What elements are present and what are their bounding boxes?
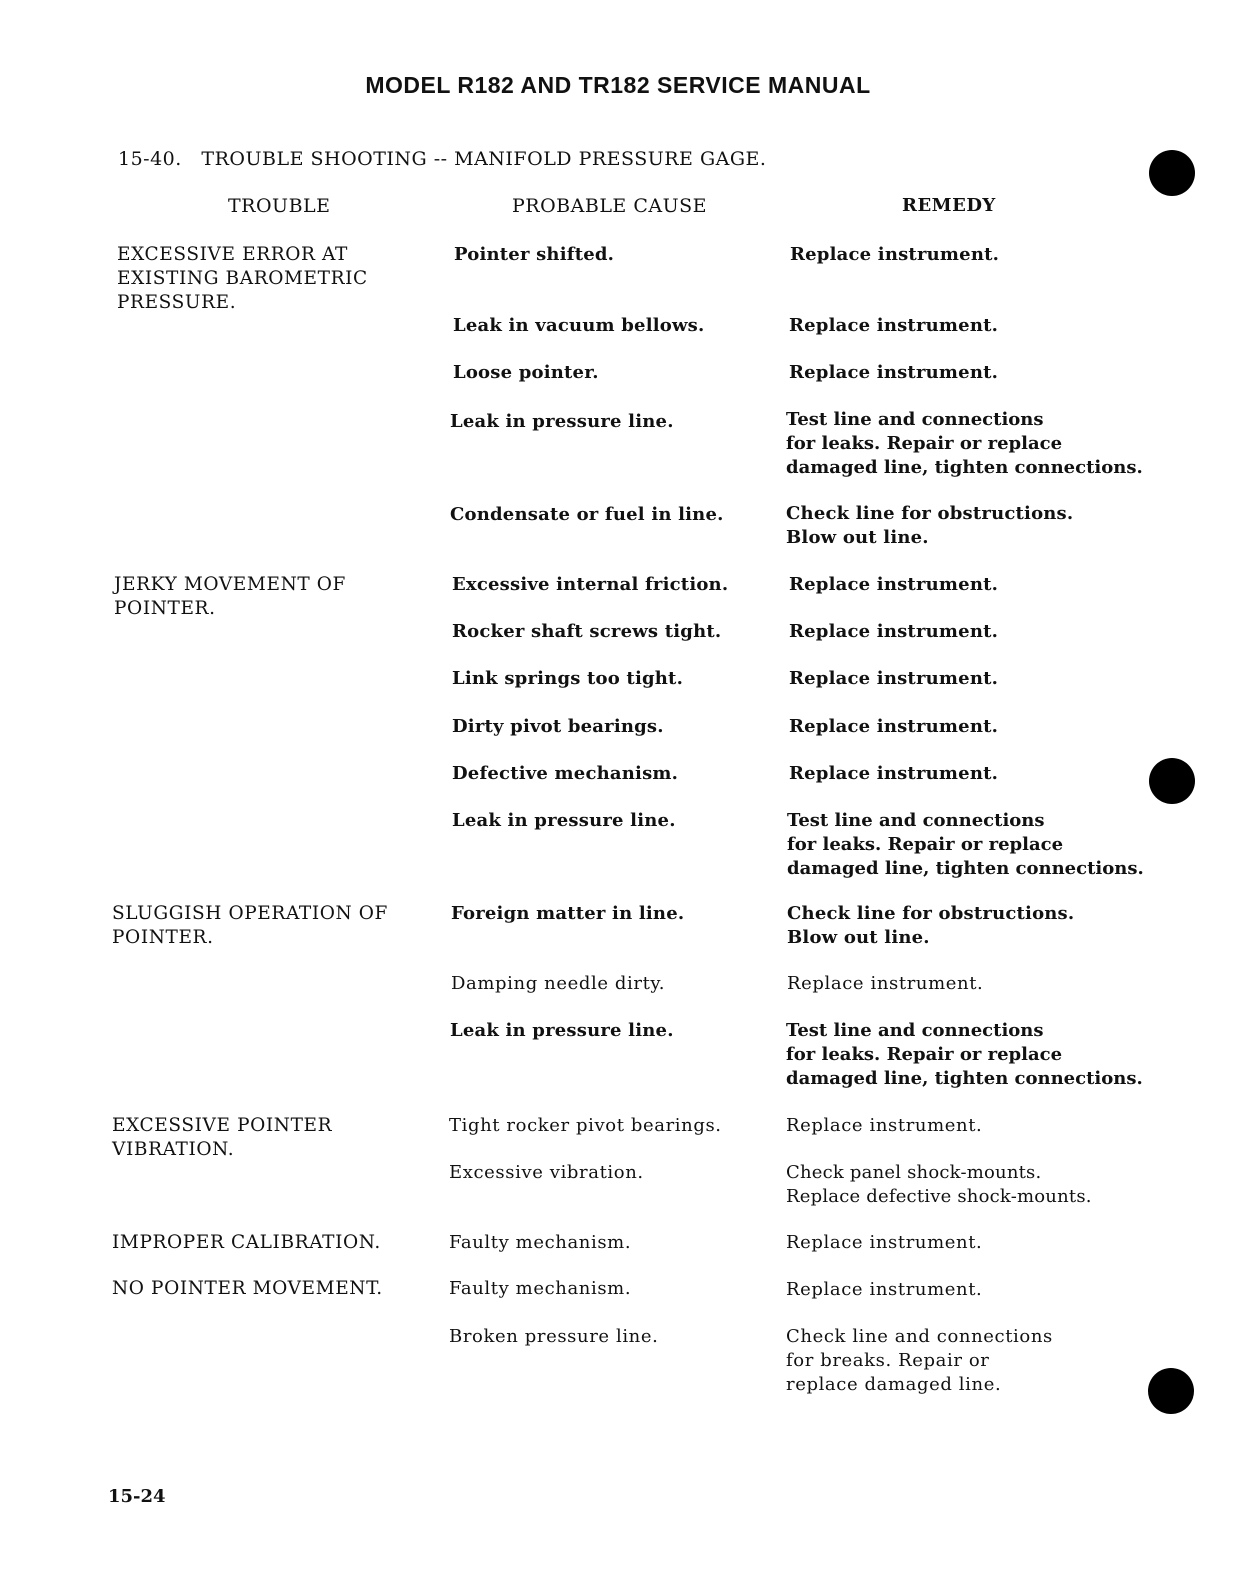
cause-entry: Dirty pivot bearings.: [452, 716, 664, 737]
remedy-entry: Replace instrument.: [786, 1232, 983, 1253]
cause-entry: Faulty mechanism.: [449, 1232, 632, 1253]
remedy-entry: Check line for obstructions. Blow out line.: [786, 503, 1074, 548]
page-number: 15-24: [108, 1486, 166, 1507]
trouble-entry: EXCESSIVE POINTER VIBRATION.: [112, 1115, 333, 1160]
remedy-entry: Replace instrument.: [787, 973, 984, 994]
remedy-entry: Replace instrument.: [789, 315, 999, 336]
remedy-entry: Replace instrument.: [789, 763, 999, 784]
revision-marker-dot: [1149, 150, 1195, 196]
cause-entry: Leak in pressure line.: [450, 411, 674, 432]
cause-entry: Rocker shaft screws tight.: [452, 621, 722, 642]
cause-entry: Excessive internal friction.: [452, 574, 729, 595]
cause-entry: Foreign matter in line.: [451, 903, 685, 924]
cause-entry: Damping needle dirty.: [451, 973, 666, 994]
section-heading: 15-40. TROUBLE SHOOTING -- MANIFOLD PRESSURE GAGE.: [118, 148, 767, 170]
column-header-remedy: REMEDY: [902, 195, 996, 216]
trouble-entry: JERKY MOVEMENT OF POINTER.: [114, 574, 346, 619]
cause-entry: Tight rocker pivot bearings.: [449, 1115, 722, 1136]
cause-entry: Condensate or fuel in line.: [450, 504, 724, 525]
revision-marker-dot: [1148, 1368, 1194, 1414]
remedy-entry: Test line and connections for leaks. Repair or replace damaged line, tighten connections.: [786, 1020, 1143, 1089]
remedy-entry: Test line and connections for leaks. Repair or replace damaged line, tighten connections.: [786, 409, 1143, 478]
column-header-trouble: TROUBLE: [228, 195, 331, 217]
trouble-entry: SLUGGISH OPERATION OF POINTER.: [112, 903, 388, 948]
cause-entry: Excessive vibration.: [449, 1162, 644, 1183]
remedy-entry: Replace instrument.: [790, 244, 1000, 265]
remedy-entry: Check line and connections for breaks. Repair or replace damaged line.: [786, 1326, 1053, 1395]
cause-entry: Leak in pressure line.: [450, 1020, 674, 1041]
remedy-entry: Check panel shock-mounts. Replace defective shock-mounts.: [786, 1162, 1092, 1207]
trouble-entry: NO POINTER MOVEMENT.: [112, 1278, 383, 1299]
trouble-entry: IMPROPER CALIBRATION.: [112, 1232, 381, 1253]
remedy-entry: Replace instrument.: [789, 621, 999, 642]
cause-entry: Defective mechanism.: [452, 763, 679, 784]
remedy-entry: Replace instrument.: [789, 668, 999, 689]
cause-entry: Leak in pressure line.: [452, 810, 676, 831]
remedy-entry: Replace instrument.: [789, 574, 999, 595]
trouble-entry: EXCESSIVE ERROR AT EXISTING BAROMETRIC PRESSURE.: [117, 244, 368, 313]
cause-entry: Link springs too tight.: [452, 668, 684, 689]
remedy-entry: Check line for obstructions. Blow out line.: [787, 903, 1075, 948]
remedy-entry: Test line and connections for leaks. Repair or replace damaged line, tighten connections.: [787, 810, 1144, 879]
cause-entry: Leak in vacuum bellows.: [453, 315, 705, 336]
header-title: MODEL R182 AND TR182 SERVICE MANUAL: [365, 72, 871, 98]
cause-entry: Faulty mechanism.: [449, 1278, 632, 1299]
remedy-entry: Replace instrument.: [789, 362, 999, 383]
remedy-entry: Replace instrument.: [786, 1279, 983, 1300]
cause-entry: Loose pointer.: [453, 362, 599, 383]
remedy-entry: Replace instrument.: [786, 1115, 983, 1136]
cause-entry: Pointer shifted.: [454, 244, 615, 265]
column-header-probable-cause: PROBABLE CAUSE: [512, 195, 707, 217]
cause-entry: Broken pressure line.: [449, 1326, 659, 1347]
remedy-entry: Replace instrument.: [789, 716, 999, 737]
revision-marker-dot: [1149, 758, 1195, 804]
